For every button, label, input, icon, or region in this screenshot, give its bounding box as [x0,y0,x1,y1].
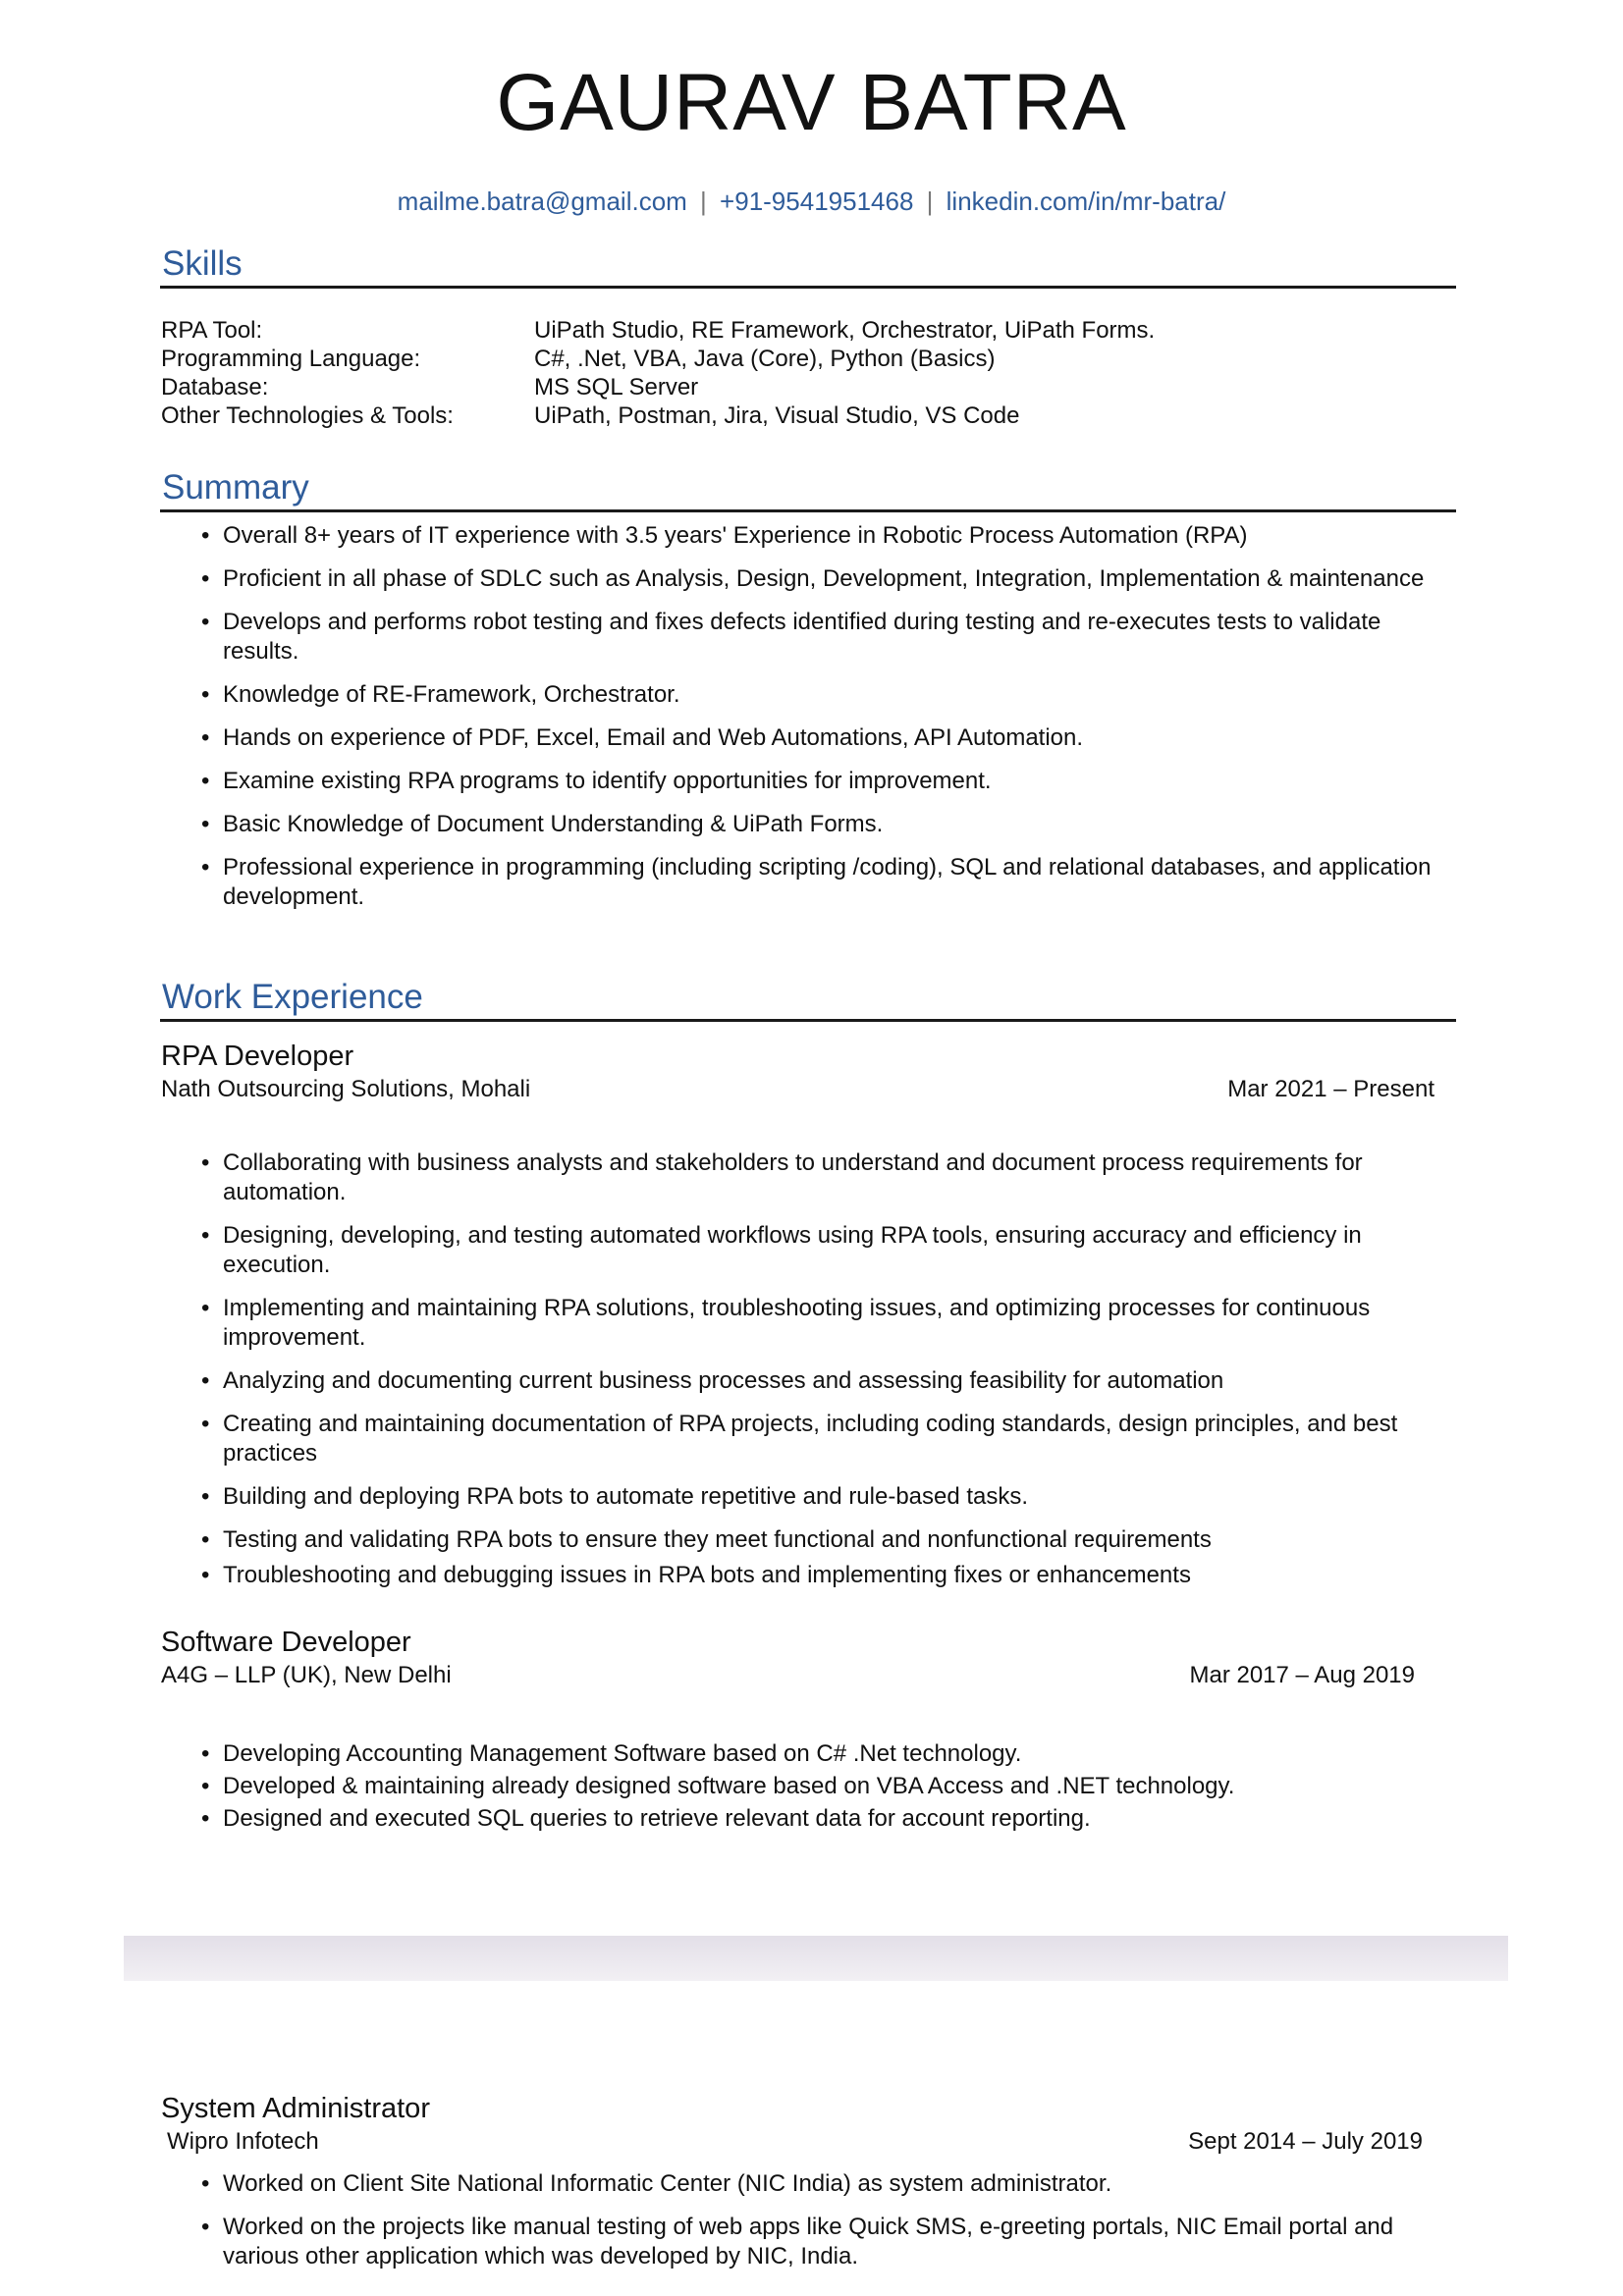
list-item: • Building and deploying RPA bots to automate repetitive and rule-based tasks. [201,1482,1448,1512]
list-item: • Designed and executed SQL queries to retrieve relevant data for account reporting. [201,1802,1448,1835]
job-duties-list [201,1148,1448,1590]
list-item: • Knowledge of RE-Framework, Orchestrator. [201,680,1448,710]
job-duties-list [201,2169,1448,2271]
skill-row [161,316,1155,345]
list-item: • Creating and maintaining documentation of RPA projects, including coding standards, design principles, and best practices [201,1410,1448,1468]
list-item: • Worked on the projects like manual testing of web apps like Quick SMS, e-greeting portals, NIC Email portal and various other application which was developed by NIC, India. [201,2213,1448,2271]
list-item: • Proficient in all phase of SDLC such as Analysis, Design, Development, Integration, Implementation & maintenance [201,564,1448,594]
contact-separator: | [926,187,934,216]
list-item: • Overall 8+ years of IT experience with 3.5 years' Experience in Robotic Process Automation (RPA) [201,521,1448,551]
list-item: • Designing, developing, and testing automated workflows using RPA tools, ensuring accuracy and efficiency in execution. [201,1221,1448,1280]
list-item: • Developing Accounting Management Software based on C# .Net technology. [201,1737,1448,1770]
work-experience-heading [160,967,1456,1022]
job-organization: Wipro Infotech [167,2128,319,2155]
skill-key: Other Technologies & Tools: [161,402,454,429]
list-item: • Analyzing and documenting current business processes and assessing feasibility for automation [201,1366,1448,1396]
contact-line [0,187,1623,217]
work-experience-heading-text: Work Experience [162,978,423,1016]
linkedin-link[interactable]: linkedin.com/in/mr-batra/ [946,187,1226,216]
skill-value: UiPath, Postman, Jira, Visual Studio, VS Code [534,402,1020,429]
skill-key: Programming Language: [161,346,421,372]
job-organization: Nath Outsourcing Solutions, Mohali [161,1076,531,1102]
list-item: • Implementing and maintaining RPA solutions, troubleshooting issues, and optimizing processes for continuous improvement. [201,1294,1448,1353]
summary-list [201,521,1448,912]
list-item: • Basic Knowledge of Document Understanding & UiPath Forms. [201,810,1448,839]
job-dates: Mar 2021 – Present [1227,1076,1434,1102]
list-item: • Professional experience in programming (including scripting /coding), SQL and relational databases, and application development. [201,853,1448,912]
skill-row [161,373,1155,401]
list-item: • Developed & maintaining already designed software based on VBA Access and .NET technology. [201,1770,1448,1802]
job-dates: Mar 2017 – Aug 2019 [1189,1662,1415,1688]
phone-number: +91-9541951468 [720,187,914,216]
list-item: • Testing and validating RPA bots to ensure they meet functional and nonfunctional requirements [201,1525,1448,1555]
skill-value: UiPath Studio, RE Framework, Orchestrator, UiPath Forms. [534,317,1156,344]
job-dates: Sept 2014 – July 2019 [1188,2128,1423,2155]
skill-value: C#, .Net, VBA, Java (Core), Python (Basics) [534,346,996,372]
job-duties-list [201,1737,1448,1835]
skill-key: Database: [161,374,269,400]
candidate-name: GAURAV BATRA [496,58,1127,147]
skills-heading [160,234,1456,289]
skill-value: MS SQL Server [534,374,699,400]
list-item: • Troubleshooting and debugging issues in RPA bots and implementing fixes or enhancements [201,1561,1448,1590]
job-organization: A4G – LLP (UK), New Delhi [161,1662,452,1688]
list-item: • Worked on Client Site National Informatic Center (NIC India) as system administrator. [201,2169,1448,2199]
skill-key: RPA Tool: [161,317,263,344]
summary-heading-text: Summary [162,468,309,507]
contact-separator: | [700,187,707,216]
job-title: Software Developer [161,1627,411,1658]
list-item: • Develops and performs robot testing and fixes defects identified during testing and re-executes tests to validate results. [201,608,1448,667]
list-item: • Examine existing RPA programs to identify opportunities for improvement. [201,767,1448,796]
skills-table [161,316,1155,430]
skills-heading-text: Skills [162,244,243,283]
list-item: • Hands on experience of PDF, Excel, Email and Web Automations, API Automation. [201,723,1448,753]
skill-row [161,345,1155,373]
job-title: RPA Developer [161,1041,354,1072]
job-title: System Administrator [161,2093,430,2124]
email-link[interactable]: mailme.batra@gmail.com [397,187,687,216]
skill-row [161,401,1155,430]
summary-heading [160,457,1456,512]
page-break-band [124,1936,1508,1981]
list-item: • Collaborating with business analysts and stakeholders to understand and document process requirements for automation. [201,1148,1448,1207]
